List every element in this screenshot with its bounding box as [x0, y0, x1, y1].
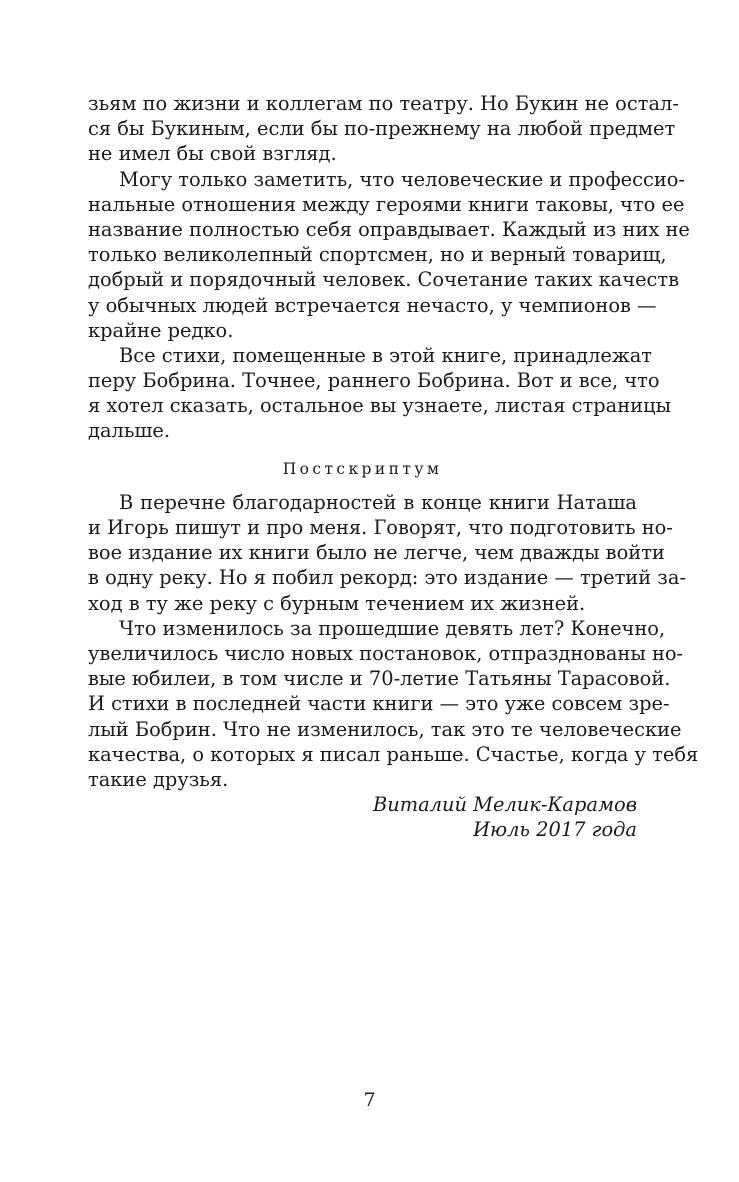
- text-line: добрый и порядочный человек. Сочетание таких качеств: [88, 268, 680, 292]
- paragraph: [88, 167, 690, 343]
- text-line: В перечне благодарностей в конце книги Наташа: [119, 490, 637, 514]
- text-line: лый Бобрин. Что не изменилось, так это те человеческие: [88, 717, 682, 741]
- text-line: только великолепный спортсмен, но и верный товарищ,: [88, 243, 667, 267]
- text-line: перу Бобрина. Точнее, раннего Бобрина. Вот и все, что: [88, 369, 660, 393]
- postscript-paragraph: [88, 616, 699, 792]
- text-line: название полностью себя оправдывает. Каждый из них не: [88, 217, 690, 241]
- text-line: в одну реку. Но я побил рекорд: это издание — третий за-: [88, 566, 686, 590]
- text-line: Что изменилось за прошедшие девять лет? Конечно,: [119, 616, 666, 640]
- text-line: не имел бы свой взгляд.: [88, 142, 337, 166]
- signature-date: Июль 2017 года: [473, 818, 637, 842]
- section-heading: Постскриптум: [282, 459, 443, 478]
- text-line: И стихи в последней части книги — это уже совсем зре-: [88, 692, 670, 716]
- text-line: вые юбилеи, в том числе и 70-летие Татьяны Тарасовой.: [88, 667, 671, 691]
- page-body: [88, 91, 699, 842]
- text-line: ход в ту же реку с бурным течением их жизней.: [88, 591, 586, 615]
- text-line: ся бы Букиным, если бы по-прежнему на любой предмет: [88, 117, 676, 141]
- text-line: зьям по жизни и коллегам по театру. Но Букин не остал-: [88, 92, 679, 115]
- text-line: и Игорь пишут и про меня. Говорят, что подготовить но-: [88, 516, 673, 539]
- text-line: такие друзья.: [88, 767, 229, 791]
- postscript-paragraph: [88, 490, 686, 616]
- text-line: у обычных людей встречается нечасто, у чемпионов —: [88, 293, 657, 317]
- signature: [88, 792, 637, 842]
- text-line: дальше.: [88, 419, 171, 443]
- paragraph: [88, 91, 679, 167]
- signature-author: Виталий Мелик-Карамов: [372, 793, 637, 817]
- text-line: я хотел сказать, остальное вы узнаете, листая страницы: [88, 394, 671, 418]
- text-line: вое издание их книги было не легче, чем дважды войти: [88, 541, 665, 565]
- paragraph: [88, 343, 671, 444]
- page-number: 7: [363, 1089, 376, 1111]
- text-line: Все стихи, помещенные в этой книге, принадлежат: [119, 343, 652, 367]
- text-line: увеличилось число новых постановок, отпразднованы но-: [88, 641, 684, 665]
- text-line: Могу только заметить, что человеческие и профессио-: [119, 167, 685, 191]
- text-line: качества, о которых я писал раньше. Счастье, когда у тебя: [88, 742, 699, 766]
- text-line: крайне редко.: [88, 318, 234, 342]
- text-line: нальные отношения между героями книги таковы, что ее: [88, 192, 685, 216]
